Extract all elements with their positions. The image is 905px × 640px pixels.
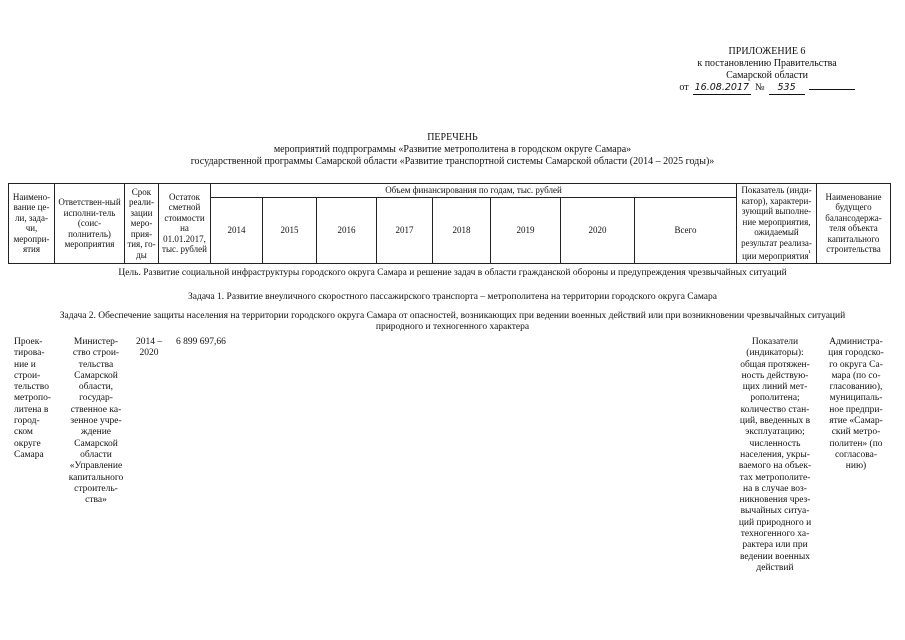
row-responsible-line: капитального [68,472,124,483]
row-indicator-line: никновения чрез- [739,495,811,506]
task-2-line-2: природного и техногенного характера [375,322,530,332]
header-indicator-mark: ¹ [808,248,811,257]
header-year: 2014 [211,197,263,263]
row-holder-line: го округа Са- [829,359,883,370]
appendix-line-3: Самарской области [726,70,808,81]
appendix-date-line [667,82,867,95]
header-year: 2015 [263,197,317,263]
row-holder-line: ятие «Самар- [829,416,883,427]
row-holder-line: ский метро- [831,427,881,438]
row-indicator-line: рополитена; [750,393,800,404]
row-holder-line: мара (по со- [831,370,881,381]
row-indicator-line: ведении военных [739,551,810,562]
row-name-line: тирова- [14,348,45,359]
appendix-from-label: от [679,82,689,93]
row-indicator-line: действий [756,562,794,573]
appendix-date: 16.08.2017 [694,82,750,93]
header-indicator [737,184,817,264]
row-responsible-line: «Управление [69,461,123,472]
row-indicator-line: численность [749,438,801,449]
row-responsible-line: ства» [85,495,107,506]
row-name-line: литена в [14,404,49,415]
row-responsible-line: ственное ка- [70,404,122,415]
row-name-line: город- [14,416,40,427]
goal-text: Цель. Развитие социальной инфраструктуры городского округа Самара и решение задач в области гражданской обороны и предупреждения чрезвычайных ситуаций [118,268,787,278]
header-year: 2017 [377,197,433,263]
row-indicator [735,337,815,574]
header-finance: Объем финансирования по годам, тыс. рублей [211,184,737,198]
row-holder-line: ное предпри- [829,404,883,415]
row-holder-line: политен» (по [829,438,883,449]
row-responsible-line: строитель- [74,483,118,494]
header-year: 2018 [433,197,491,263]
row-indicator-line: (индикаторы): [746,348,804,359]
row-holder-line: ция городско- [828,348,884,359]
row-responsible-line: Министер- [73,337,119,347]
row-indicator-line: ваемого на объек- [738,461,812,472]
appendix-number-label: № [755,82,765,93]
row-name-line: ском [14,427,33,438]
appendix-title: ПРИЛОЖЕНИЕ 6 [728,46,806,57]
row-holder [820,337,892,473]
header-year: 2020 [561,197,635,263]
header-table [8,183,891,264]
row-responsible [62,337,130,506]
row-responsible-line: ждение [81,427,111,438]
row-term-line: 2020 [139,348,159,359]
row-indicator-line: техногенного ха- [740,529,810,540]
row-responsible-line: ство строи- [72,348,120,359]
header-year: 2016 [317,197,377,263]
row-holder-line: муниципаль- [829,393,883,404]
header-total: Всего [635,197,737,263]
row-indicator-line: ность действую- [741,370,809,381]
appendix-line-2: к постановлению Правительства [697,58,837,69]
row-name-line: Самара [14,449,44,460]
title-heading: ПЕРЕЧЕНЬ [427,132,478,143]
row-responsible-line: Самарской [74,438,118,449]
row-name-line: метропо- [14,393,51,404]
header-responsible: Ответствен-ный исполни-тель (соис-полнитель) мероприятия [55,184,125,264]
task-1-text: Задача 1. Развитие внеуличного скоростного пассажирского транспорта – метрополитена на территории городского округа Самара [188,292,717,302]
row-responsible-line: области, [78,382,114,393]
row-responsible-line: области [80,449,112,460]
appendix-block [667,46,867,95]
row-responsible-line: тельства [78,359,114,370]
row-indicator-line: вычайных ситуа- [740,506,810,517]
row-indicator-line: общая протяжен- [740,359,810,370]
row-indicator-line: количество стан- [740,404,810,415]
row-indicator-line: ций, введенных в [739,416,811,427]
row-term-line: 2014 – [135,337,163,347]
row-holder-line: нию) [845,461,867,472]
task-2-line-1: Задача 2. Обеспечение защиты населения на территории городского округа Самара от опасностей, возникающих при ведении военных действий или при возникновении чрезвычайных ситуаций [59,311,846,321]
row-indicator-line: населения, укры- [740,449,810,460]
row-name [14,337,64,461]
row-holder-line: Администра- [829,337,883,347]
row-indicator-line: рактера или при [742,540,808,551]
row-name-line: Проек- [14,337,43,347]
header-holder: Наименование будущего балансодержа-теля объекта капитального строительства [817,184,891,264]
row-name-line: строи- [14,370,41,381]
row-responsible-line: Самарской [74,370,118,381]
row-term [133,337,165,360]
appendix-number-rule [809,89,855,90]
row-holder-line: гласованию), [829,382,883,393]
row-responsible-line: зенное учре- [70,416,122,427]
row-indicator-line: ций природного и [738,517,812,528]
header-remainder: Остаток сметной стоимости на 01.01.2017, тыс. рублей [159,184,211,264]
row-indicator-line: тах метрополите- [739,472,811,483]
row-name-line: тельство [14,382,49,393]
appendix-number: 535 [769,82,805,95]
header-indicator-text: Показатель (инди-катор), характери-зующий выполне-ние мероприятия, ожидаемый результат реализа-ции мероприятия [741,185,812,261]
row-responsible-line: государ- [79,393,113,404]
row-name-line: ние и [14,359,36,370]
row-remainder: 6 899 697,66 [176,337,226,347]
row-indicator-line: на в случае воз- [743,483,807,494]
header-year: 2019 [491,197,561,263]
document-title [0,132,905,168]
row-indicator-line: эксплуатацию; [745,427,805,438]
title-line-2: государственной программы Самарской области «Развитие транспортной системы Самарской области (2014 – 2025 годы)» [190,156,715,167]
title-line-1: мероприятий подпрограммы «Развитие метрополитена в городском округе Самара» [273,144,632,155]
header-term: Срок реали-зации меро-прия-тия, го-ды [125,184,159,264]
row-name-line: округе [14,438,41,449]
row-indicator-line: щих линий мет- [742,382,808,393]
header-name: Наимено-вание це-ли, зада-чи, меропри-ятия [9,184,55,264]
row-holder-line: согласова- [834,449,878,460]
row-indicator-line: Показатели [751,337,799,347]
